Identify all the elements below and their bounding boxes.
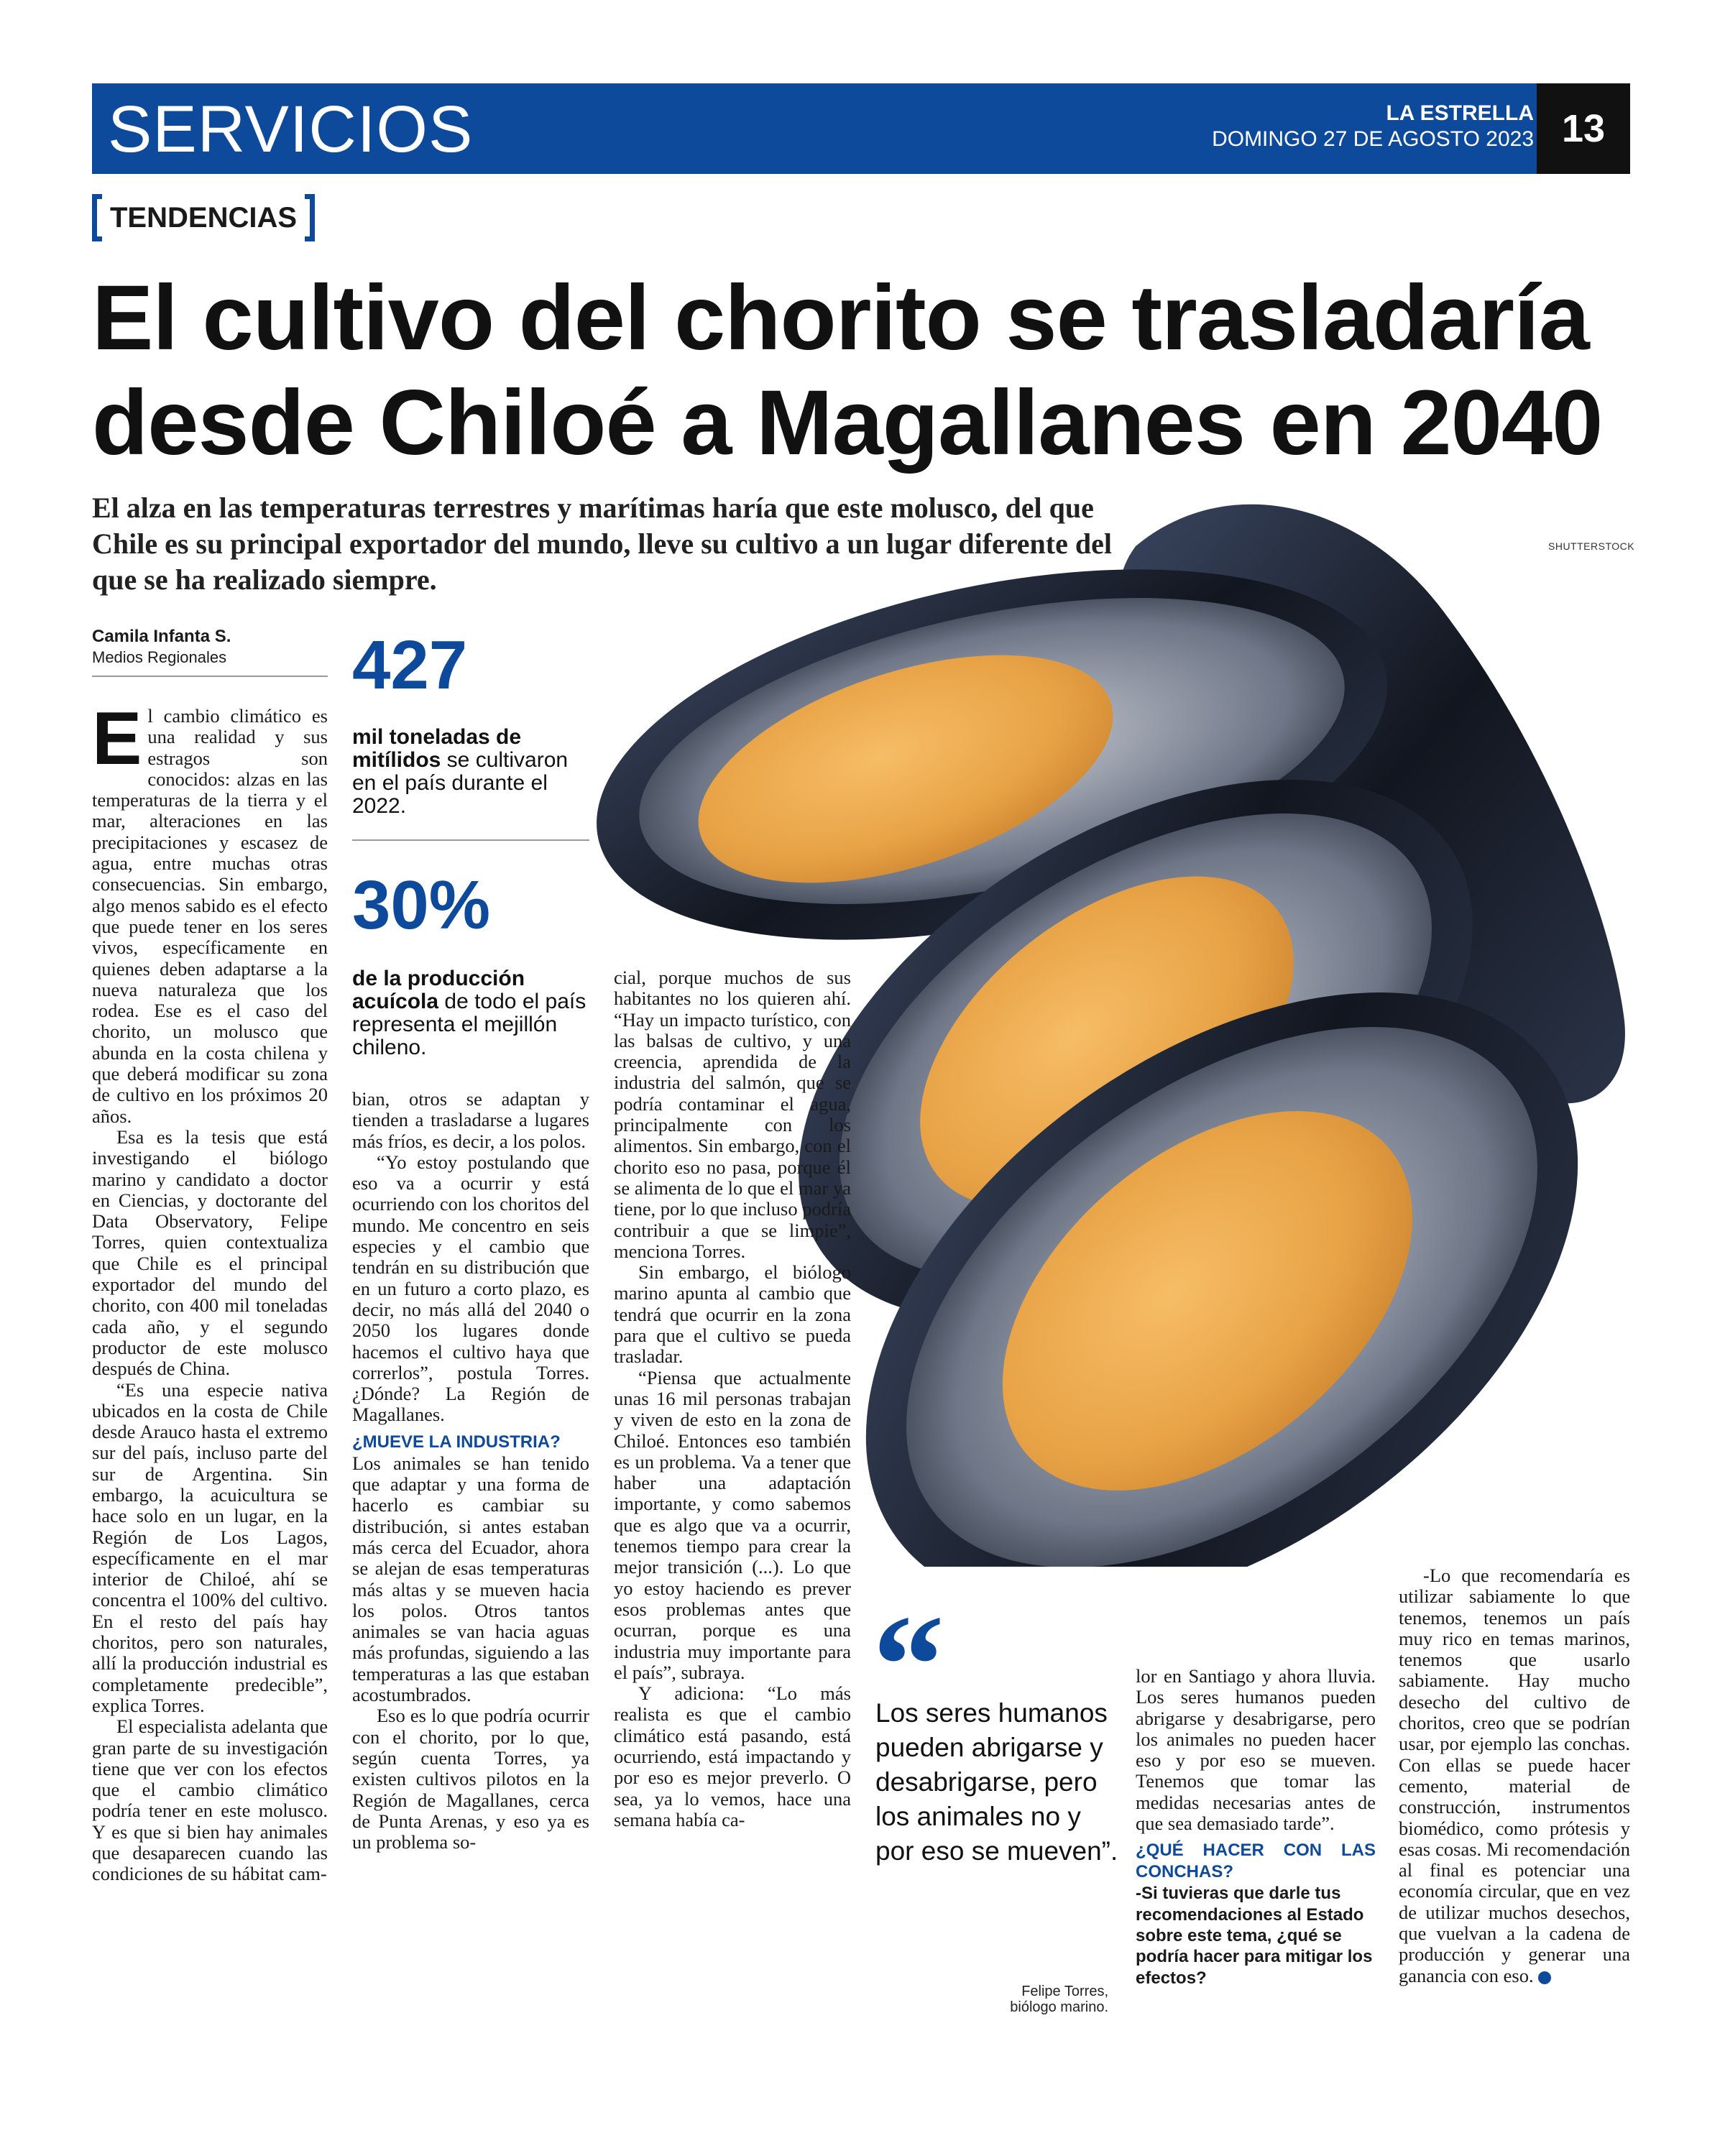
- subheadline: El alza en las temperaturas terrestres y marítimas haría que este molusco, del que Chile es su principal exportador del mundo, lleve su cultivo a un lugar diferente del que se ha realizado siempre.: [92, 492, 1112, 596]
- body-paragraph: Los animales se han tenido que adaptar y una forma de hacerlo es cambiar su distribución, si antes estaban más cerca del Ecuador, ahora se alejan de esas temperaturas más altas y se mueven hacia los polos. Otros tantos animales se van hacia aguas más profundas, siguiendo a las temperaturas a las que estaban acostumbrados.: [352, 1452, 589, 1706]
- body-paragraph: Sin embargo, el biólogo marino apunta al cambio que tendrá que ocurrir en la zona para que el cultivo se pueda trasladar.: [614, 1261, 851, 1368]
- body-paragraph: El especialista adelanta que gran parte de su investigación tiene que ver con los efectos que el cambio climático podría tener en este molusco. Y es que si bien hay animales que desaparecen cuando las condiciones de su hábitat cam-: [92, 1715, 328, 1885]
- stat-caption-rest: se cultivaron en el país durante el 2022.: [352, 748, 569, 818]
- body-column-6: [1399, 1565, 1630, 1986]
- body-paragraph: Y adiciona: “Lo más realista es que el cambio climático está pasando, está ocurriendo, está impactando y por eso es mejor preverlo. O sea, ya lo vemos, hace una semana había ca-: [614, 1682, 851, 1830]
- section-subhead: ¿QUÉ HACER CON LAS CONCHAS?: [1136, 1841, 1376, 1882]
- stat-number-percent: 30%: [352, 867, 491, 944]
- page-number: 13: [1561, 107, 1606, 150]
- pull-quote: Los seres humanos pueden abrigarse y desabrigarse, pero los animales no y por eso se mueven”.: [875, 1698, 1118, 1866]
- body-paragraph: bian, otros se adaptan y tienden a trasladarse a lugares más fríos, es decir, a los polos.: [352, 1088, 589, 1152]
- body-paragraph: cial, porque muchos de sus habitantes no los quieren ahí. “Hay un impacto turístico, con las balsas de cultivo, y una creencia, aprendida de la industria del salmón, que se podría contaminar el agua, principalmente con los alimentos. Sin embargo, con el chorito eso no pasa, porque él se alimenta de lo que el mar ya tiene, por lo que incluso podría contribuir a que se limpie”, menciona Torres.: [614, 967, 851, 1262]
- body-column-2: [352, 1089, 589, 1853]
- body-paragraph-text: l cambio climático es una realidad y sus estragos son conocidos: alzas en las temperaturas de la tierra y el mar, alteraciones en las precipitaciones y escasez de agua, entre muchas otras consecuencias. Sin embargo, algo menos sabido es el efecto que puede tener en los seres vivos, específicamente en quienes deben adaptarse a la nueva naturaleza que los rodea. Ese es el caso del chorito, un molusco que abunda en la costa chilena y que deberá modificar su zona de cultivo en los próximos 20 años.: [92, 705, 328, 1127]
- section-title: SERVICIOS: [108, 93, 474, 166]
- body-paragraph: [92, 697, 328, 1127]
- body-paragraph: “Piensa que actualmente unas 16 mil personas trabajan y viven de esto en la zona de Chiloé. Entonces eso también es un problema. Va a tener que haber una adaptación importante, y como sabemos que es algo que va a ocurrir, tenemos tiempo para crear la mejor transición (...). Lo que yo estoy haciendo es prever esos problemas antes que ocurran, porque es una industria muy importante para el país”, subraya.: [614, 1366, 851, 1683]
- stat-caption-bold: mil toneladas de mitílidos: [352, 725, 522, 772]
- stat-caption-percent: [352, 967, 589, 1059]
- stat-number-tonnes: 427: [352, 627, 468, 704]
- body-paragraph: Esa es la tesis que está investigando el biólogo marino y candidato a doctor en Ciencias, y doctorante del Data Observatory, Felipe Torres, quien contextualiza que Chile es el principal exportador del mundo del chorito, con 400 mil toneladas cada año, y el segundo productor de este molusco después de China.: [92, 1125, 328, 1380]
- body-paragraph: [1399, 1565, 1630, 1986]
- divider: [92, 676, 328, 677]
- drop-cap: E: [92, 697, 142, 780]
- stat-caption-bold: de la producción acuícola: [352, 967, 525, 1013]
- body-paragraph: “Yo estoy postulando que eso va a ocurrir y está ocurriendo con los choritos del mundo. Me concentro en seis especies y el cambio que tendrán en su distribución que en un futuro a corto plazo, es decir, no más allá del 2040 o 2050 los lugares donde hacemos el cultivo haya que correrlos”, postula Torres. ¿Dónde? La Región de Magallanes.: [352, 1151, 589, 1426]
- body-column-1: [92, 697, 328, 1885]
- byline-author: Camila Infanta S.: [92, 627, 231, 646]
- newspaper-name: LA ESTRELLA: [1386, 101, 1534, 125]
- byline-organization: Medios Regionales: [92, 648, 227, 666]
- body-paragraph: lor en Santiago y ahora lluvia. Los seres humanos pueden abrigarse y desabrigarse, pero los animales no pueden hacer eso y por eso se mueven. Tenemos que tomar las medidas necesarias antes de que sea demasiado tarde”.: [1136, 1665, 1376, 1835]
- quote-mark-icon: “: [873, 1586, 944, 1745]
- masthead-block: [1212, 101, 1534, 152]
- section-subhead: ¿MUEVE LA INDUSTRIA?: [352, 1432, 561, 1452]
- body-column-5: [1136, 1666, 1376, 1989]
- body-paragraph-text: -Lo que recomendaría es utilizar sabiamente lo que tenemos, tenemos un país muy rico en temas marinos, tenemos que usarlo sabiamente. Hay mucho desecho del cultivo de choritos, creo que se podrían usar, por ejemplo las conchas. Con ellas se puede hacer cemento, material de construcción, instrumentos biomédico, como prótesis y esas cosas. Mi recomendación al final es potenciar una economía circular, que en vez de utilizar muchos desechos, que vuelvan a la cadena de producción y generar una ganancia con eso.: [1399, 1565, 1630, 1986]
- headline: El cultivo del chorito se trasladaría desde Chiloé a Magallanes en 2040: [92, 267, 1603, 474]
- end-of-article-icon: ✪: [1538, 1971, 1551, 1984]
- body-column-3: [614, 967, 851, 1830]
- stat-caption-rest: de todo el país representa el mejillón chileno.: [352, 990, 586, 1059]
- photo-credit: SHUTTERSTOCK: [1548, 540, 1635, 552]
- body-paragraph: “Es una especie nativa ubicados en la costa de Chile desde Arauco hasta el extremo sur del país, incluso parte del sur de Argentina. Sin embargo, la acuicultura se hace solo en un lugar, en la Región de Los Lagos, específicamente en el mar interior de Chiloé, ahí se concentra el 100% del cultivo. En el resto del país hay choritos, pero son naturales, allí la producción industrial es completamente predecible”, explica Torres.: [92, 1378, 328, 1716]
- publication-date: DOMINGO 27 DE AGOSTO 2023: [1212, 127, 1534, 151]
- quote-attribution-name: Felipe Torres,: [1021, 1984, 1108, 1999]
- quote-attribution-role: biólogo marino.: [1010, 1999, 1108, 2015]
- divider: [352, 839, 589, 841]
- stat-caption-tonnes: [352, 726, 589, 818]
- interview-question: -Si tuvieras que darle tus recomendaciones al Estado sobre este tema, ¿qué se podría hacer para mitigar los efectos?: [1136, 1884, 1373, 1988]
- kicker-label: TENDENCIAS: [92, 194, 315, 241]
- body-paragraph: Eso es lo que podría ocurrir con el chorito, por lo que, según cuenta Torres, ya existen cultivos pilotos en la Región de Magallanes, cerca de Punta Arenas, y eso ya es un problema so-: [352, 1705, 589, 1853]
